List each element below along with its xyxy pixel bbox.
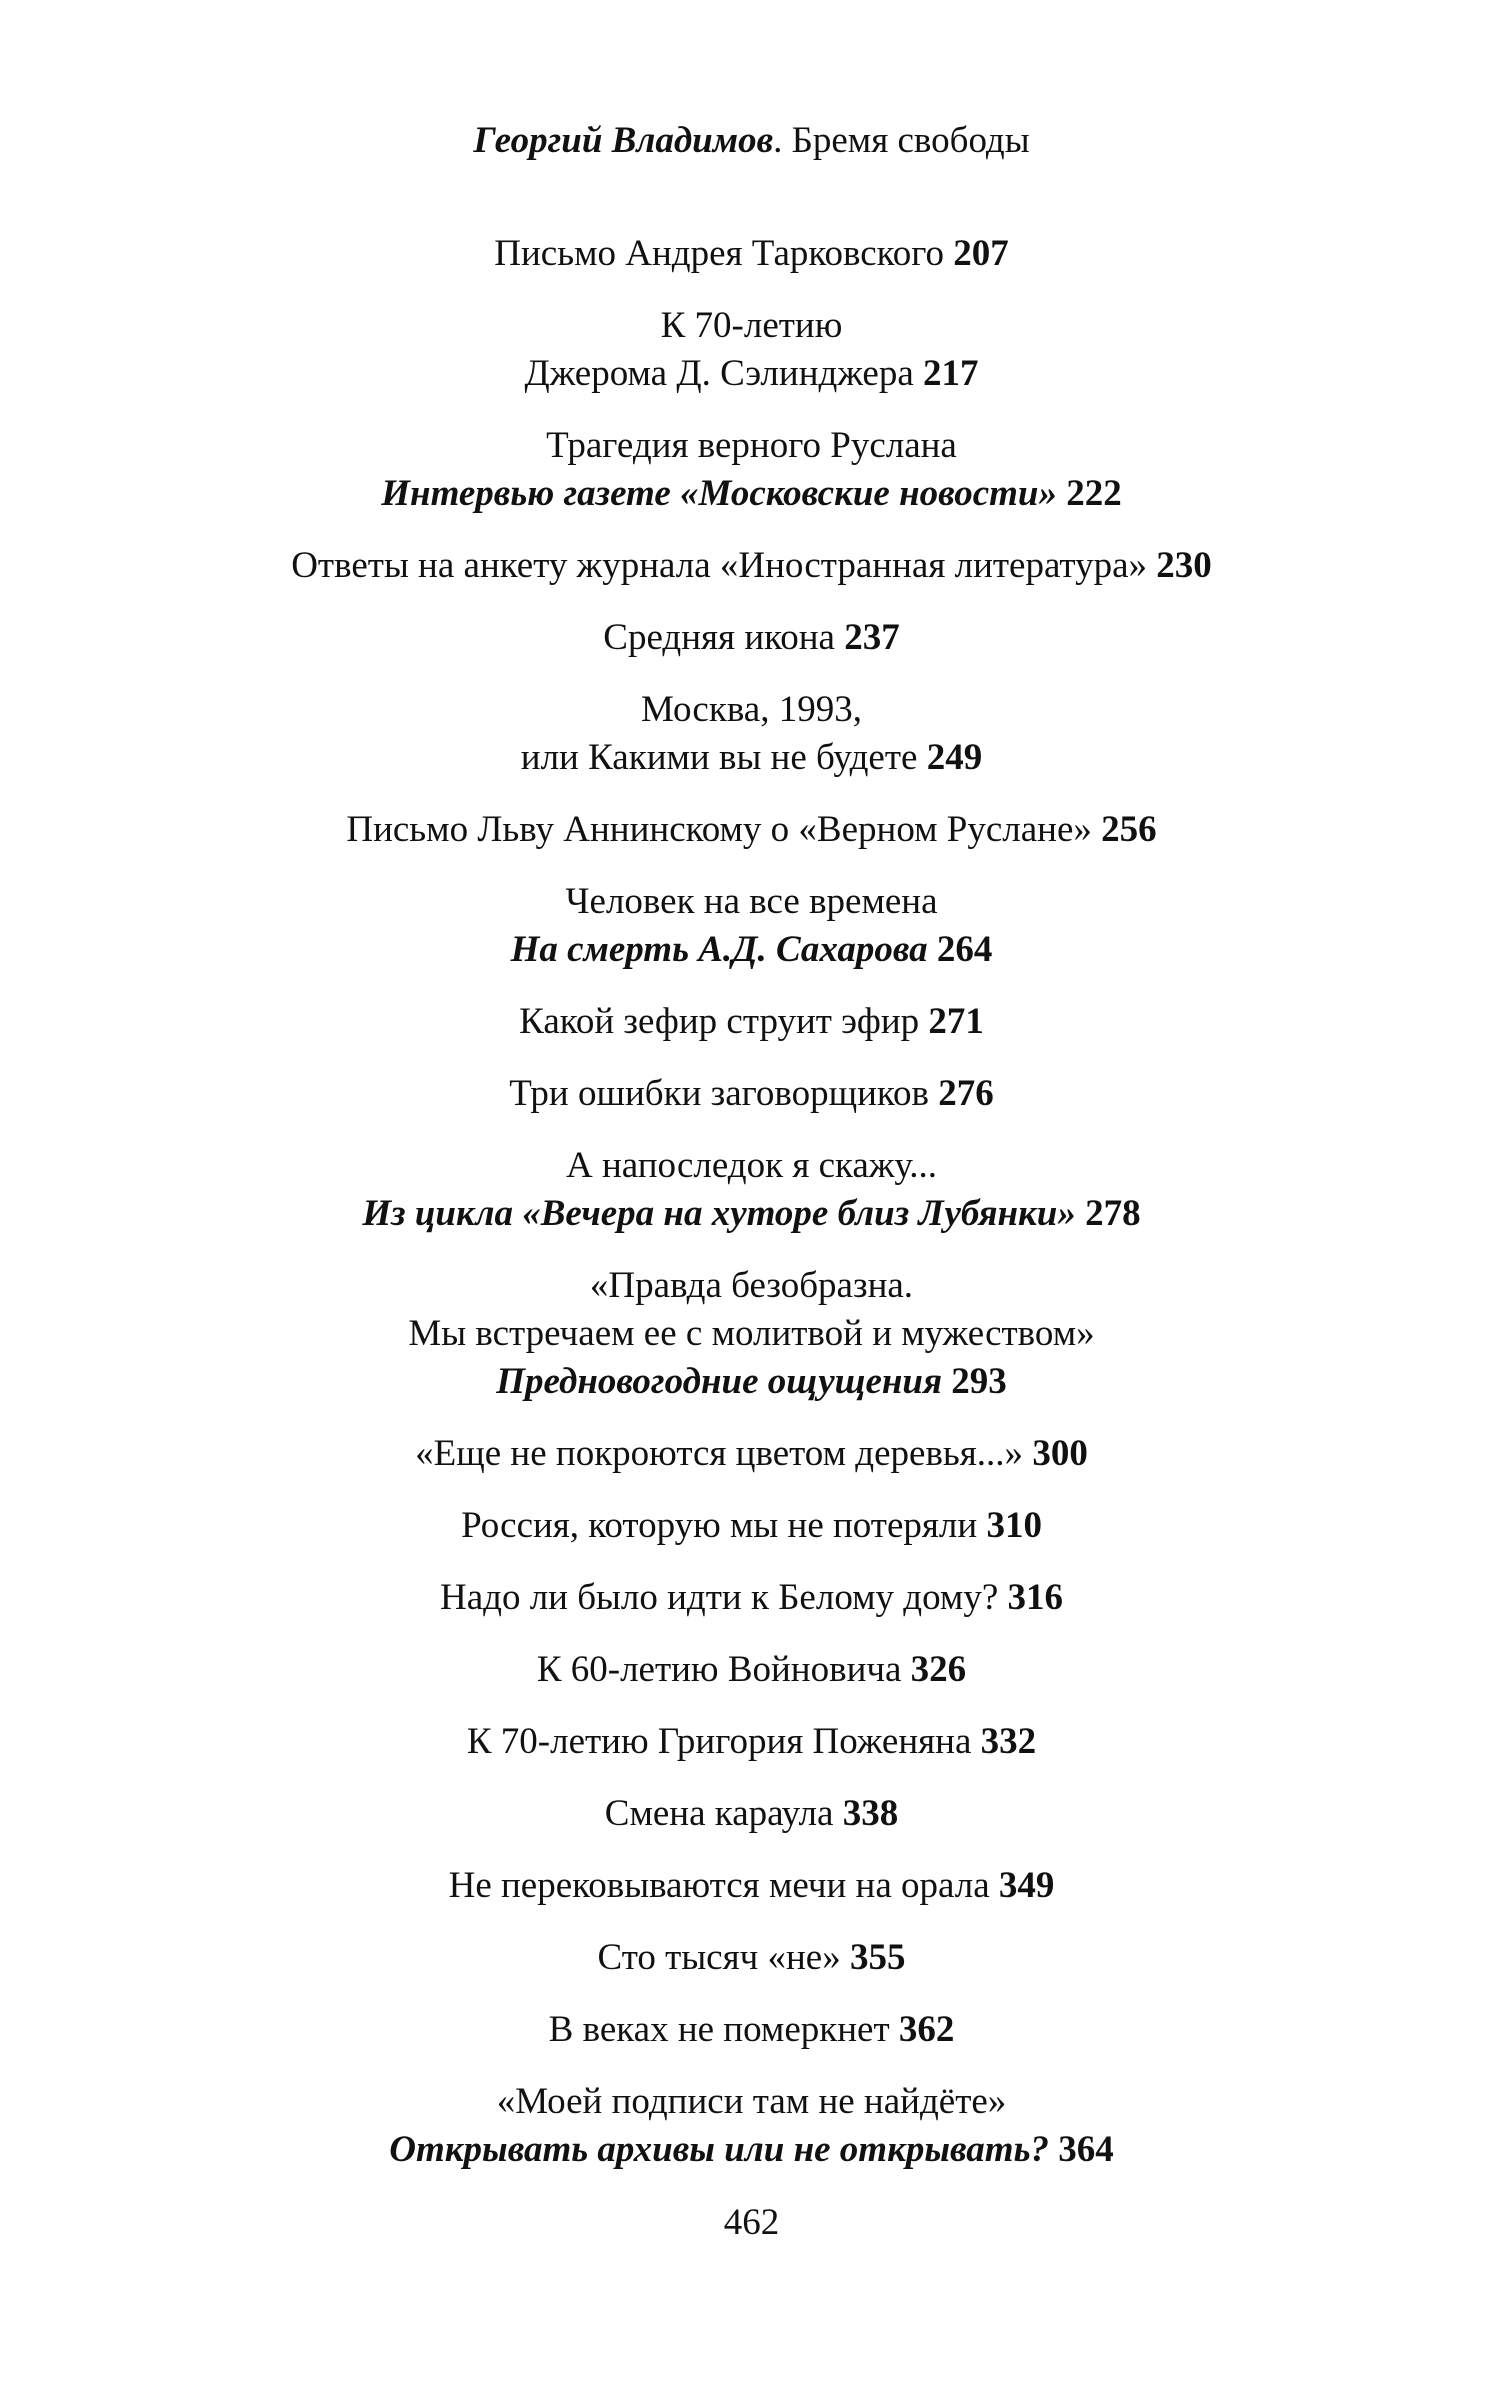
toc-entry-title: [60, 614, 1443, 662]
toc-entry-page-number: 332: [980, 1721, 1037, 1762]
toc-entry-title: [60, 542, 1443, 590]
toc-entry-text: Мы встречаем ее с молитвой и мужеством»: [408, 1313, 1095, 1354]
toc-entry-title: [60, 878, 1443, 926]
toc-entry: [60, 1574, 1443, 1622]
toc-entry-page-number: 362: [898, 2009, 955, 2050]
toc-entry-text: Открывать архивы или не открывать?: [389, 2129, 1049, 2170]
toc-entry-text: Какой зефир струит эфир: [519, 1001, 920, 1042]
toc-entry-page-number: 256: [1101, 809, 1157, 850]
toc-entry: [60, 2078, 1443, 2174]
toc-entry: [60, 1502, 1443, 1550]
toc-entry-text: Письмо Льву Аннинскому о «Верном Руслане»: [346, 809, 1092, 850]
toc-entry-text: К 60-летию Войновича: [536, 1649, 902, 1690]
toc-entry-subtitle: [60, 926, 1443, 974]
toc-entry-page-number: 276: [938, 1073, 994, 1114]
toc-entry-text: Человек на все времена: [565, 881, 938, 922]
toc-entry-page-number: 326: [910, 1649, 967, 1690]
toc-entry-page-number: 207: [953, 233, 1009, 274]
toc-entry-text: На смерть А.Д. Сахарова: [510, 929, 928, 970]
toc-entry-title: [60, 422, 1443, 470]
toc-entry-text: Из цикла «Вечера на хуторе близ Лубянки»: [362, 1193, 1076, 1234]
toc-entry: [60, 2006, 1443, 2054]
toc-entry-text: Надо ли было идти к Белому дому?: [439, 1577, 999, 1618]
toc-entry-title: [60, 230, 1443, 278]
toc-entry-page-number: 316: [1007, 1577, 1063, 1618]
toc-entry-title: [60, 2006, 1443, 2054]
toc-entry-title: [60, 1790, 1443, 1838]
toc-entry-title: [60, 2078, 1443, 2126]
toc-entry-page-number: 355: [849, 1937, 906, 1978]
toc-entry-text: Ответы на анкету журнала «Иностранная литература»: [291, 545, 1148, 586]
toc-entry: [60, 302, 1443, 398]
toc-entry-page-number: 293: [951, 1361, 1007, 1402]
toc-entry-text: Сто тысяч «не»: [597, 1937, 841, 1978]
header-author: Георгий Владимов: [473, 120, 774, 161]
page-number: 462: [723, 2202, 780, 2243]
toc-entry-text: Россия, которую мы не потеряли: [461, 1505, 978, 1546]
toc-entry-text: «Моей подписи там не найдёте»: [496, 2081, 1007, 2122]
toc-entry-page-number: 230: [1156, 545, 1212, 586]
toc-entry-title: [60, 998, 1443, 1046]
toc-entry-page-number: 338: [842, 1793, 899, 1834]
toc-entry-page-number: 364: [1058, 2129, 1114, 2170]
toc-entry-title: [60, 1430, 1443, 1478]
toc-entry-title: [60, 1310, 1443, 1358]
toc-entry-text: Предновогодние ощущения: [496, 1361, 943, 1402]
toc-entry-text: Три ошибки заговорщиков: [509, 1073, 929, 1114]
toc-entry: [60, 1646, 1443, 1694]
toc-entry-title: [60, 1502, 1443, 1550]
toc-entry-text: Джерома Д. Сэлинджера: [524, 353, 914, 394]
page-number-footer: [0, 2200, 1503, 2246]
toc-entry-title: [60, 1142, 1443, 1190]
toc-entry-title: [60, 1070, 1443, 1118]
toc-entry-page-number: 264: [936, 929, 993, 970]
toc-entry: [60, 1718, 1443, 1766]
toc-entry-page-number: 278: [1085, 1193, 1141, 1234]
toc-entry-title: [60, 1646, 1443, 1694]
toc-entry-page-number: 249: [926, 737, 983, 778]
toc-entry-subtitle: [60, 2126, 1443, 2174]
toc-entry: [60, 806, 1443, 854]
toc-entry-page-number: 271: [928, 1001, 984, 1042]
toc-entry-page-number: 349: [998, 1865, 1055, 1906]
toc-entry-text: К 70-летию: [660, 305, 843, 346]
toc-entry-text: «Правда безобразна.: [589, 1265, 914, 1306]
header-book-title: Бремя свободы: [791, 120, 1030, 161]
toc-entry-page-number: 217: [923, 353, 979, 394]
toc-entry-title: [60, 1262, 1443, 1310]
toc-entry-text: Не перековываются мечи на орала: [448, 1865, 990, 1906]
toc-entry-title: [60, 1574, 1443, 1622]
toc-entry-title: [60, 806, 1443, 854]
toc-entry-title: [60, 1934, 1443, 1982]
table-of-contents: [60, 230, 1443, 2198]
header-separator: .: [773, 120, 792, 161]
toc-entry-text: К 70-летию Григория Поженяна: [466, 1721, 972, 1762]
toc-entry-subtitle: [60, 1190, 1443, 1238]
toc-entry: [60, 1070, 1443, 1118]
toc-entry-text: А напоследок я скажу...: [566, 1145, 937, 1186]
toc-entry-page-number: 222: [1066, 473, 1122, 514]
toc-entry-title: [60, 734, 1443, 782]
toc-entry-subtitle: [60, 1358, 1443, 1406]
toc-entry: [60, 614, 1443, 662]
toc-entry: [60, 1142, 1443, 1238]
toc-entry: [60, 542, 1443, 590]
toc-entry-text: Москва, 1993,: [641, 689, 862, 730]
toc-entry-text: Интервью газете «Московские новости»: [381, 473, 1057, 514]
toc-entry-title: [60, 686, 1443, 734]
toc-entry-subtitle: [60, 470, 1443, 518]
toc-entry-title: [60, 302, 1443, 350]
toc-entry-title: [60, 350, 1443, 398]
toc-entry-page-number: 237: [844, 617, 900, 658]
toc-entry-text: или Какими вы не будете: [520, 737, 918, 778]
toc-entry-title: [60, 1718, 1443, 1766]
toc-entry: [60, 1862, 1443, 1910]
toc-entry-title: [60, 1862, 1443, 1910]
toc-entry-text: Средняя икона: [603, 617, 835, 658]
toc-entry: [60, 998, 1443, 1046]
toc-entry-text: В веках не померкнет: [548, 2009, 890, 2050]
toc-entry-text: «Еще не покроются цветом деревья...»: [415, 1433, 1024, 1474]
toc-entry: [60, 878, 1443, 974]
toc-entry-text: Смена караула: [604, 1793, 834, 1834]
toc-entry: [60, 1790, 1443, 1838]
toc-entry: [60, 1934, 1443, 1982]
toc-entry-page-number: 300: [1032, 1433, 1088, 1474]
toc-entry: [60, 686, 1443, 782]
toc-entry-text: Трагедия верного Руслана: [546, 425, 957, 466]
running-header: [0, 118, 1503, 164]
toc-entry-text: Письмо Андрея Тарковского: [494, 233, 944, 274]
toc-entry: [60, 422, 1443, 518]
toc-entry: [60, 230, 1443, 278]
toc-entry-page-number: 310: [986, 1505, 1042, 1546]
toc-entry: [60, 1262, 1443, 1406]
toc-entry: [60, 1430, 1443, 1478]
